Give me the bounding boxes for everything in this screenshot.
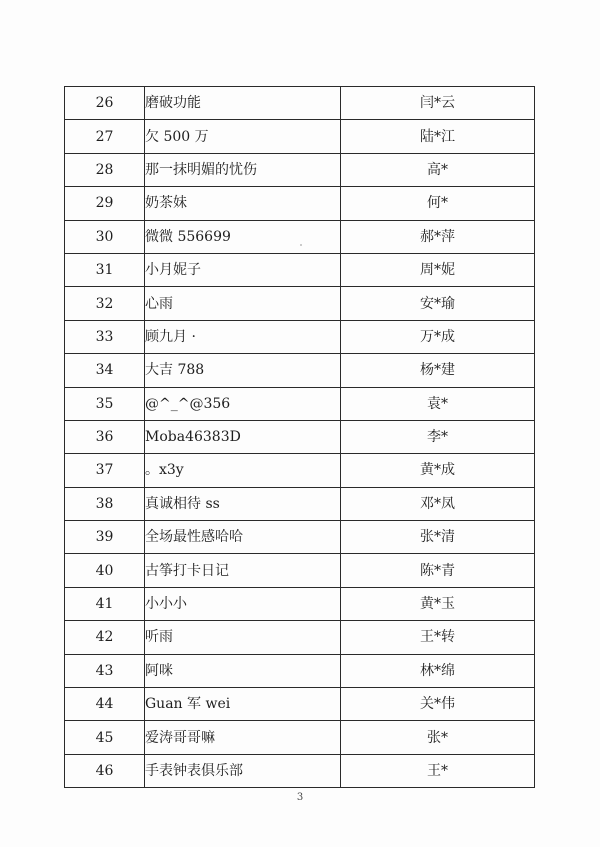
row-nickname: 。x3y bbox=[145, 454, 341, 487]
table-row bbox=[65, 521, 535, 554]
row-name: 郝*萍 bbox=[341, 220, 535, 253]
row-index: 29 bbox=[65, 187, 145, 220]
table-row bbox=[65, 287, 535, 320]
row-nickname: Moba46383D bbox=[145, 420, 341, 453]
row-name: 关*伟 bbox=[341, 688, 535, 721]
row-index: 44 bbox=[65, 688, 145, 721]
row-name: 王*转 bbox=[341, 621, 535, 654]
row-name: 何* bbox=[341, 187, 535, 220]
row-nickname: 欠 500 万 bbox=[145, 120, 341, 153]
row-name: 李* bbox=[341, 420, 535, 453]
table-row bbox=[65, 621, 535, 654]
row-index: 46 bbox=[65, 754, 145, 787]
table-row bbox=[65, 487, 535, 520]
row-index: 36 bbox=[65, 420, 145, 453]
row-index: 38 bbox=[65, 487, 145, 520]
row-nickname: 爱涛哥哥嘛 bbox=[145, 721, 341, 754]
row-name: 林*绵 bbox=[341, 654, 535, 687]
row-index: 39 bbox=[65, 521, 145, 554]
row-index: 41 bbox=[65, 587, 145, 620]
table-row bbox=[65, 754, 535, 787]
table-row bbox=[65, 320, 535, 353]
row-name: 张*清 bbox=[341, 521, 535, 554]
table-row bbox=[65, 420, 535, 453]
table-row bbox=[65, 688, 535, 721]
row-index: 43 bbox=[65, 654, 145, 687]
row-name: 高* bbox=[341, 153, 535, 186]
row-nickname: Guan 军 wei bbox=[145, 688, 341, 721]
row-index: 35 bbox=[65, 387, 145, 420]
row-index: 28 bbox=[65, 153, 145, 186]
table-row bbox=[65, 387, 535, 420]
row-nickname: 奶茶妹 bbox=[145, 187, 341, 220]
row-name: 闫*云 bbox=[341, 87, 535, 120]
row-index: 27 bbox=[65, 120, 145, 153]
row-index: 42 bbox=[65, 621, 145, 654]
row-nickname: 全场最性感哈哈 bbox=[145, 521, 341, 554]
row-nickname: 顾九月 · bbox=[145, 320, 341, 353]
row-index: 34 bbox=[65, 354, 145, 387]
row-nickname: 心雨 bbox=[145, 287, 341, 320]
row-nickname: 手表钟表俱乐部 bbox=[145, 754, 341, 787]
row-index: 45 bbox=[65, 721, 145, 754]
row-index: 26 bbox=[65, 87, 145, 120]
row-nickname: 微微 556699 bbox=[145, 220, 341, 253]
table-row bbox=[65, 120, 535, 153]
row-index: 40 bbox=[65, 554, 145, 587]
row-nickname: 真诚相待 ss bbox=[145, 487, 341, 520]
row-nickname: 大吉 788 bbox=[145, 354, 341, 387]
page-number: 3 bbox=[296, 792, 304, 803]
row-nickname: 小小小 bbox=[145, 587, 341, 620]
row-nickname: 那一抹明媚的忧伤 bbox=[145, 153, 341, 186]
table-row bbox=[65, 187, 535, 220]
row-nickname: 听雨 bbox=[145, 621, 341, 654]
table-row bbox=[65, 220, 535, 253]
table-row bbox=[65, 454, 535, 487]
table-row bbox=[65, 721, 535, 754]
row-nickname: @^_^@356 bbox=[145, 387, 341, 420]
winners-table bbox=[64, 86, 535, 788]
row-name: 周*妮 bbox=[341, 253, 535, 286]
row-name: 安*瑜 bbox=[341, 287, 535, 320]
table-row bbox=[65, 87, 535, 120]
row-index: 32 bbox=[65, 287, 145, 320]
row-nickname: 古筝打卡日记 bbox=[145, 554, 341, 587]
row-name: 黄*玉 bbox=[341, 587, 535, 620]
table-row bbox=[65, 587, 535, 620]
table-row bbox=[65, 554, 535, 587]
row-nickname: 磨破功能 bbox=[145, 87, 341, 120]
table-row bbox=[65, 654, 535, 687]
row-name: 黄*成 bbox=[341, 454, 535, 487]
row-index: 37 bbox=[65, 454, 145, 487]
row-name: 张* bbox=[341, 721, 535, 754]
row-name: 杨*建 bbox=[341, 354, 535, 387]
row-nickname: 小月妮子 bbox=[145, 253, 341, 286]
row-name: 邓*凤 bbox=[341, 487, 535, 520]
row-nickname: 阿咪 bbox=[145, 654, 341, 687]
table-row bbox=[65, 354, 535, 387]
table-row bbox=[65, 153, 535, 186]
row-index: 31 bbox=[65, 253, 145, 286]
row-name: 陈*青 bbox=[341, 554, 535, 587]
table-row bbox=[65, 253, 535, 286]
row-index: 33 bbox=[65, 320, 145, 353]
row-name: 王* bbox=[341, 754, 535, 787]
row-name: 万*成 bbox=[341, 320, 535, 353]
row-name: 陆*江 bbox=[341, 120, 535, 153]
row-name: 袁* bbox=[341, 387, 535, 420]
winners-table-body bbox=[65, 87, 535, 788]
row-index: 30 bbox=[65, 220, 145, 253]
